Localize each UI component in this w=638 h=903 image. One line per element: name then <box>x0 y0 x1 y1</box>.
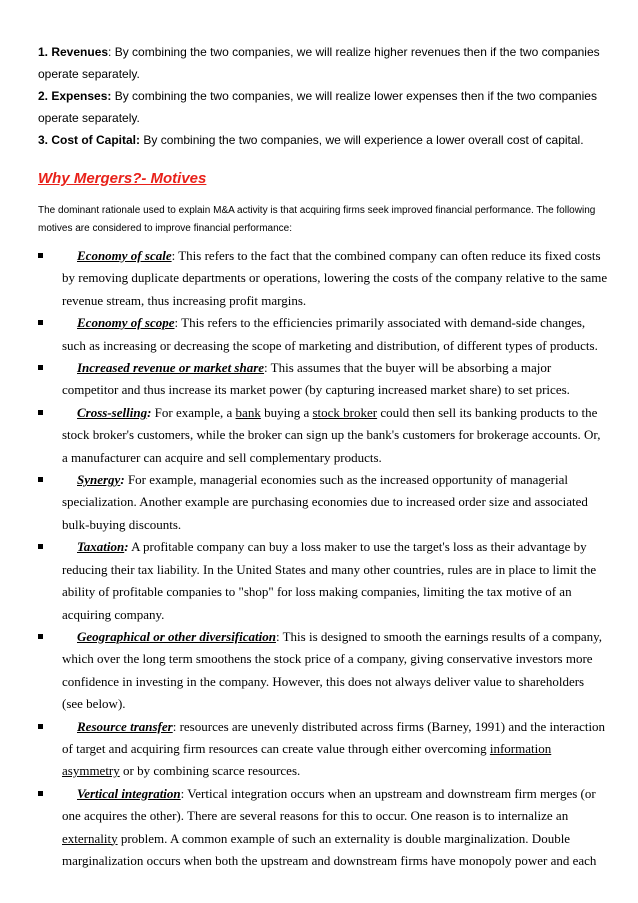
motive-term-separator: : <box>275 628 280 644</box>
motive-term: Geographical or other diversification <box>77 628 276 644</box>
section-heading: Why Mergers?- Motives <box>38 170 207 187</box>
motive-item <box>38 245 608 312</box>
bullet-square-icon <box>38 544 43 549</box>
bullet-square-icon <box>38 253 43 258</box>
motive-description: For example, a <box>151 404 236 420</box>
intro-text: By combining the two companies, we will realize lower expenses then if the two companies operate separately. <box>38 89 597 125</box>
bullet-square-icon <box>38 634 43 639</box>
intro-label: 2. Expenses: <box>38 89 112 103</box>
hyperlink[interactable]: externality <box>62 830 118 846</box>
motives-list <box>38 245 608 872</box>
motive-term: Vertical integration <box>77 785 181 801</box>
motive-description: A profitable company can buy a loss maker to use the target's loss as their advantage by reducing their tax liability. In the United States and many other countries, rules are in place to limit the ability of profitable companies to "shop" for loss making companies, limiting the tax motive of an acquiring company. <box>62 539 597 622</box>
motive-description: This is designed to smooth the earnings results of a company, which over the long term smoothens the stock price of a company, giving conservative investors more confidence in investing in the company. However, this does not always deliver value to shareholders (see below). <box>62 628 603 712</box>
hyperlink[interactable]: bank <box>235 404 261 420</box>
motive-term-separator: : <box>124 539 129 555</box>
motive-description: For example, managerial economies such as the increased opportunity of managerial specialization. Another example are purchasing economies due to increased order size and associated bulk-buying discounts. <box>62 472 588 532</box>
motive-term-separator: : <box>147 404 152 420</box>
intro-label: 1. Revenues <box>38 45 109 59</box>
motive-description: could then sell its banking products to the stock broker's customers, while the broker can sign up the bank's customers for brokerage accounts. Or, a manufacturer can acquire and sell complementary products. <box>62 404 601 465</box>
motive-item <box>38 626 608 716</box>
motive-term-separator: : <box>120 472 125 488</box>
intro-points <box>38 41 608 151</box>
motive-term: Taxation <box>77 539 125 555</box>
motive-description: resources are unevenly distributed across firms (Barney, 1991) and the interaction of target and acquiring firm resources can create value through either overcoming <box>62 718 606 756</box>
motive-term: Synergy <box>77 472 121 488</box>
motive-term-separator: : <box>171 248 176 263</box>
motive-item <box>38 469 608 536</box>
motive-description: This refers to the efficiencies primarily associated with demand-side changes, such as increasing or decreasing the scope of marketing and distribution, of different types of products. <box>62 315 598 353</box>
motive-description: buying a <box>260 404 313 420</box>
motive-term-separator: : <box>174 315 179 331</box>
intro-label: 3. Cost of Capital: <box>38 133 141 147</box>
motive-item <box>38 783 608 873</box>
section-lead: The dominant rationale used to explain M&A activity is that acquiring firms seek improved financial performance. The following motives are considered to improve financial performance: <box>38 205 596 234</box>
motive-term-separator: : <box>180 785 185 801</box>
motive-term: Cross-selling <box>77 404 148 420</box>
motive-description: This refers to the fact that the combined company can often reduce its fixed costs by removing duplicate departments or operations, lowering the costs of the company relative to the same revenue stream, thus increasing profit margins. <box>62 248 608 308</box>
motive-term-separator: : <box>264 360 268 376</box>
intro-text: : By combining the two companies, we will realize higher revenues then if the two companies operate separately. <box>38 45 600 81</box>
motive-item <box>38 716 608 783</box>
motive-description: This assumes that the buyer will be absorbing a major competitor and thus increase its market power (by capturing increased market share) to set prices. <box>62 360 570 398</box>
bullet-square-icon <box>38 320 43 325</box>
hyperlink[interactable]: information asymmetry <box>62 740 552 779</box>
motive-item <box>38 402 608 469</box>
hyperlink[interactable]: stock broker <box>312 404 378 420</box>
bullet-square-icon <box>38 410 43 415</box>
bullet-square-icon <box>38 791 43 796</box>
motive-item <box>38 536 608 626</box>
motive-term: Resource transfer <box>77 718 173 734</box>
motive-item <box>38 357 608 402</box>
motive-description: Vertical integration occurs when an upstream and downstream firm merges (or one acquires the other). There are several reasons for this to occur. One reason is to internalize an <box>62 785 596 824</box>
bullet-square-icon <box>38 477 43 482</box>
bullet-square-icon <box>38 724 43 729</box>
intro-text: By combining the two companies, we will experience a lower overall cost of capital. <box>140 133 584 147</box>
motive-term: Increased revenue or market share <box>77 360 265 376</box>
motive-term: Economy of scale <box>77 248 172 263</box>
bullet-square-icon <box>38 365 43 370</box>
motive-description: problem. A common example of such an externality is double marginalization. Double marginalization occurs when both the upstream and downstream firms have monopoly power and each <box>62 830 597 868</box>
motive-description: or by combining scarce resources. <box>119 763 301 779</box>
intro-point <box>38 41 608 85</box>
motive-term: Economy of scope <box>77 315 175 331</box>
intro-point <box>38 129 608 151</box>
motive-item <box>38 312 608 357</box>
intro-point <box>38 85 608 129</box>
motive-term-separator: : <box>172 718 177 734</box>
